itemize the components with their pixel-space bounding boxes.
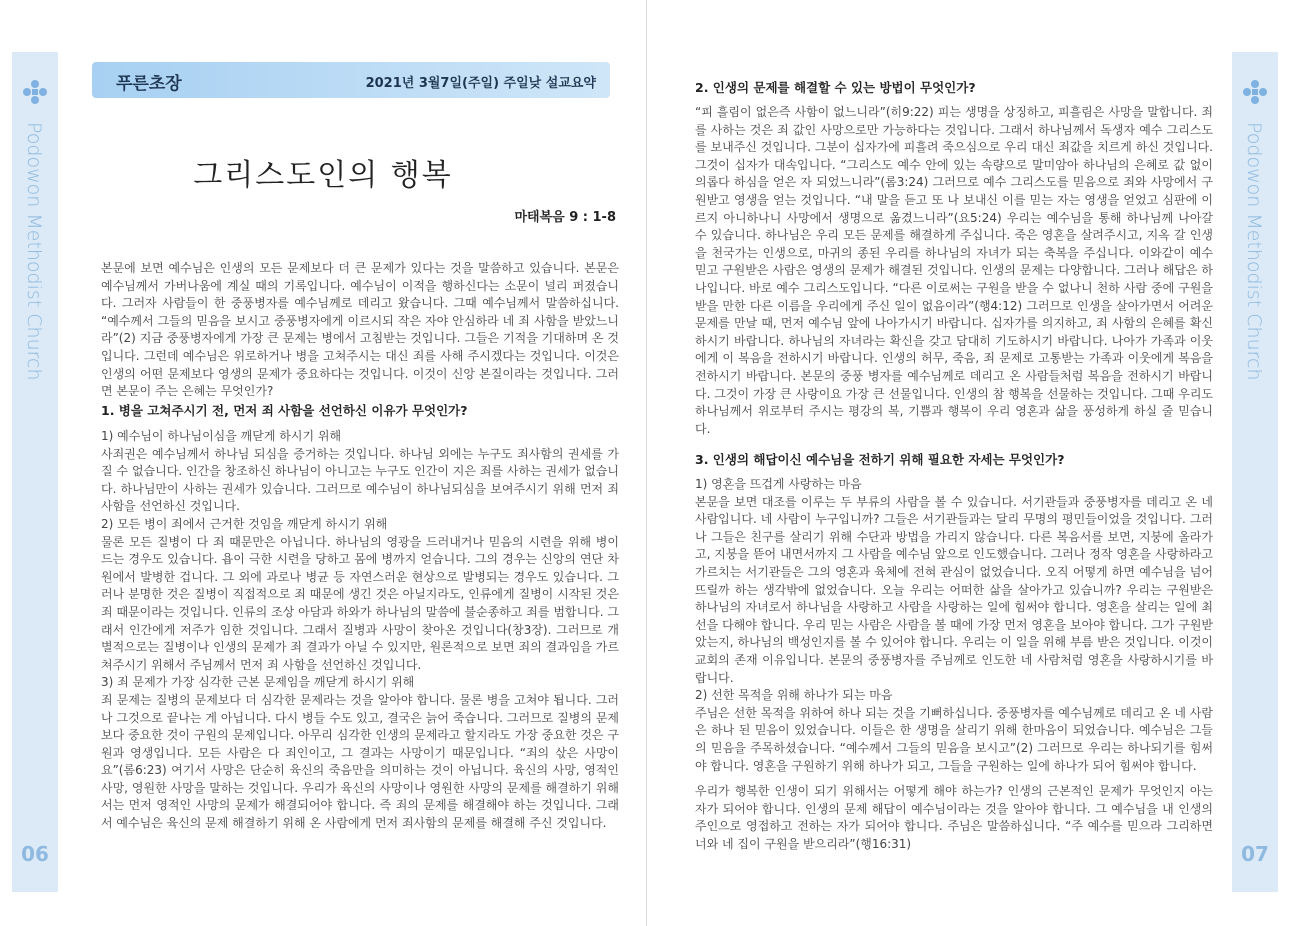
header-band (92, 62, 610, 98)
paragraph: 물론 모든 질병이 다 죄 때문만은 아닙니다. 하나님의 영광을 드러내거나 믿음의 시련을 위해 병이 드는 경우도 있습니다. 욥이 극한 시련을 당하고 몸에 병까지 얻습니다. 그의 경우는 신앙의 연단 차원에서 발병한 겁니다. 그 외에 과로나 병균 등 자연스러운 현상으로 발병되는 경우도 있습니다. 그러나 분명한 것은 질병이 직접적으로 죄 때문에 생긴 것은 아닐지라도, 인류에게 질병이 시작된 것은 죄 때문이라는 것입니다. 인류의 조상 아담과 하와가 하나님의 말씀에 불순종하고 죄를 범합니다. 그래서 인간에게 저주가 임한 것입니다. 그래서 질병과 사망이 찾아온 것입니다(창3장). 그러므로 개별적으로는 질병이나 인생의 문제가 죄 결과가 아닐 수 있지만, 원론적으로 보면 죄의 결과임을 가르쳐주시기 위해서 주님께서 먼저 죄 사함을 선언하신 것입니다. (101, 534, 619, 672)
section-heading-1: 1. 병을 고쳐주시기 전, 먼저 죄 사함을 선언하신 이유가 무엇인가? (101, 403, 468, 418)
church-name-vertical: Podowon Methodist Church (1243, 122, 1265, 381)
subheading: 2) 모든 병이 죄에서 근거한 것임을 깨닫게 하시기 위해 (101, 516, 388, 531)
paragraph: 죄 문제는 질병의 문제보다 더 심각한 문제라는 것을 알아야 합니다. 물론 병을 고쳐야 됩니다. 그러나 그것으로 끝나는 게 아닙니다. 다시 병들 수도 있고, 결국은 늙어 죽습니다. 그러므로 질병의 문제보다 중요한 것이 구원의 문제입니다. 아무리 심각한 인생의 문제라고 할지라도 가장 중요한 것은 구원과 영생입니다. 모든 사람은 다 죄인이고, 그 결과는 사망이기 때문입니다. “죄의 삯은 사망이요”(롬6:23) 여기서 사망은 단순히 육신의 죽음만을 의미하는 것이 아닙니다. 육신의 사망, 영적인 사망, 영원한 사망을 말하는 것입니다. 우리가 육신의 사망이나 영원한 사망의 문제를 해결하기 위해서는 먼저 영적인 사망의 문제가 해결되어야 합니다. 즉 죄의 문제를 해결해야 하는 것입니다. 그래서 예수님은 육신의 문제 해결하기 위해 온 사람에게 먼저 죄사함의 문제를 해결해 주신 것입니다. (101, 692, 619, 831)
right-page (647, 0, 1292, 926)
subheading: 1) 영혼을 뜨겁게 사랑하는 마음 (695, 477, 862, 491)
right-sidebar (1232, 52, 1278, 892)
sermon-date: 2021년 3월7일(주일) 주일낮 설교요약 (365, 76, 596, 91)
paragraph: 사죄권은 예수님께서 하나님 되심을 증거하는 것입니다. 하나님 외에는 누구도 죄사함의 권세를 가질 수 없습니다. 인간을 창조하신 하나님이 아니고는 누구도 인간이 지은 죄를 사하는 권세가 없습니다. 하나님만이 사하는 권세가 있습니다. 그러므로 예수님이 하나님되심을 보여주시기 위해 먼저 죄사함을 선언하신 것입니다. (101, 446, 619, 514)
section-1-body (101, 428, 619, 833)
grape-cross-icon (1241, 78, 1269, 106)
section-3-body (695, 476, 1213, 853)
grape-cross-icon (21, 78, 49, 106)
conclusion-paragraph: 우리가 행복한 인생이 되기 위해서는 어떻게 해야 하는가? 인생의 근본적인 문제가 무엇인지 아는 자가 되어야 합니다. 인생의 문제 해답이 예수님이라는 것을 알아야 합니다. 그 예수님을 내 인생의 주인으로 영접하고 전하는 자가 되어야 합니다. 주님은 말씀하십니다. “주 예수를 믿으라 그리하면 너와 네 집이 구원을 받으리라”(행16:31) (695, 784, 1213, 851)
column-label: 푸른초장 (116, 74, 182, 94)
section-2-body (695, 104, 1213, 438)
subheading: 2) 선한 목적을 위해 하나가 되는 마음 (695, 688, 893, 703)
scripture-reference: 마태복음 9 : 1-8 (514, 210, 616, 225)
subheading: 3) 죄 문제가 가장 심각한 근본 문제임을 깨닫게 하시기 위해 (101, 675, 415, 690)
paragraph: 주님은 선한 목적을 위하여 하나 되는 것을 기뻐하십니다. 중풍병자를 예수님께로 데리고 온 네 사람은 하나 된 믿음이 있었습니다. 이들은 한 생명을 살리기 위해 한마음이 되었습니다. 예수님은 그들의 믿음을 주목하셨습니다. “예수께서 그들의 믿음을 보시고”(2) 그러므로 우리는 하나되기를 힘써야 합니다. 영혼을 구원하기 위해 하나가 되고, 그들을 구원하는 일에 하나가 되어 힘써야 합니다. (695, 705, 1213, 773)
sermon-title: 그리스도인의 행복 (193, 158, 453, 193)
section-heading-2: 2. 인생의 문제를 해결할 수 있는 방법이 무엇인가? (695, 80, 976, 95)
page-number: 07 (1241, 842, 1269, 866)
section-heading-3: 3. 인생의 해답이신 예수님을 전하기 위해 필요한 자세는 무엇인가? (695, 452, 1065, 467)
subheading: 1) 예수님이 하나님이심을 깨닫게 하시기 위해 (101, 429, 342, 443)
church-name-vertical: Podowon Methodist Church (23, 122, 45, 381)
intro-paragraph: 본문에 보면 예수님은 인생의 모든 문제보다 더 큰 문제가 있다는 것을 말씀하고 있습니다. 본문은 예수님께서 가버나움에 계실 때의 기록입니다. 예수님이 이적을 행하신다는 소문이 널리 퍼졌습니다. 그러자 사람들이 한 중풍병자를 예수님께로 데리고 왔습니다. 그때 예수님께서 말씀하십니다. “예수께서 그들의 믿음을 보시고 중풍병자에게 이르시되 작은 자야 안심하라 네 죄 사함을 받았느니라”(2) 지금 중풍병자에게 가장 큰 문제는 병에서 고침받는 것입니다. 그들은 기적을 기대하며 온 것입니다. 그런데 예수님은 위로하거나 병을 고쳐주시는 대신 죄를 사해 주시겠다는 것입니다. 이것은 인생의 어떤 문제보다 영생의 문제가 중요하다는 것입니다. 이것이 신앙 본질이라는 것입니다. 그러면 본문이 주는 은혜는 무엇인가? (101, 261, 619, 399)
page-number: 06 (21, 842, 49, 866)
paragraph: “피 흘림이 없은즉 사함이 없느니라”(히9:22) 피는 생명을 상징하고, 피흘림은 사망을 말합니다. 죄를 사하는 것은 죄 값인 사망으로만 가능하다는 것입니다. 그래서 하나님께서 독생자 예수 그리스도를 보내주신 것입니다. 그분이 십자가에 피흘려 죽으심으로 우리 대신 죄값을 치르게 하신 것입니다. 그것이 십자가 대속입니다. “그리스도 예수 안에 있는 속량으로 말미암아 하나님의 은혜로 값 없이 의롭다 하심을 얻은 자 되었느니라”(롬3:24) 그러므로 예수 그리스도를 믿음으로 죄와 사망에서 구원받고 영생을 얻는 것입니다. “내 말을 듣고 또 나 보내신 이를 믿는 자는 영생을 얻었고 심판에 이르지 아니하나니 사망에서 생명으로 옮겼느니라”(요5:24) 우리는 예수님을 통해 하나님께 나아갈 수 있습니다. 하나님은 우리 모든 문제를 해결하게 주십니다. 죽은 영혼을 살려주시고, 지옥 갈 인생을 천국가는 인생으로, 마귀의 종된 우리를 하나님의 자녀가 되는 축복을 주십니다. 이와같이 예수 믿고 구원받은 사람은 영생의 문제가 해결된 것입니다. 인생의 문제는 다양합니다. 그러나 해답은 하나입니다. 바로 예수 그리스도입니다. “다른 이로써는 구원을 받을 수 없나니 천하 사람 중에 구원을 받을 만한 다른 이름을 우리에게 주신 일이 없음이라”(행4:12) 그러므로 인생을 살아가면서 어려운 문제를 만날 때, 먼저 예수님 앞에 나아가시기 바랍니다. 십자가를 의지하고, 죄 사함의 은혜를 확신하시기 바랍니다. 하나님의 자녀라는 확신을 갖고 담대히 기도하시기 바랍니다. 나아가 가족과 이웃에게 이 복음을 전하시기 바랍니다. 인생의 허무, 죽음, 죄 문제로 고통받는 가족과 이웃에게 복음을 전하시기 바랍니다. 본문의 중풍 병자를 예수님께로 데리고 온 사람들처럼 복음을 전하시기 바랍니다. 그것이 가장 큰 사랑이요 가장 큰 선물입니다. 인생의 참 행복을 선물하는 것입니다. 그때 우리도 하나님께서 위로부터 주시는 평강의 복, 기쁨과 행복이 우리 영혼과 삶을 풍성하게 하실 줄 믿습니다. (695, 105, 1213, 436)
paragraph: 본문을 보면 대조를 이루는 두 부류의 사람을 볼 수 있습니다. 서기관들과 중풍병자를 데리고 온 네 사람입니다. 네 사람이 누구입니까? 그들은 서기관들과는 달리 무명의 평민들이었을 것입니다. 그러나 그들은 친구를 살리기 위해 수단과 방법을 가리지 않습니다. 다른 복음서를 보면, 지붕에 올라가고, 지붕을 뜯어 내면서까지 그 사람을 예수님 앞으로 인도했습니다. 그러나 정작 영혼을 사랑하라고 가르치는 서기관들은 그의 영혼과 육체에 전혀 관심이 없었습니다. 오직 어떻게 하면 예수님을 넘어뜨릴까 하는 생각밖에 없었습니다. 오늘 우리는 어떠한 삶을 살아가고 있습니까? 우리는 구원받은 하나님의 자녀로서 하나님을 사랑하고 사람을 사랑하는 일에 힘써야 합니다. 영혼을 살리는 일에 최선을 다해야 합니다. 우리 믿는 사람은 사람을 볼 때에 가장 먼저 영혼을 보아야 합니다. 그가 구원받았는지, 하나님의 백성인지를 볼 수 있어야 합니다. 우리는 이 일을 위해 부름 받은 것입니다. 이것이 교회의 존재 이유입니다. 본문의 중풍병자를 주님께로 인도한 네 사람처럼 영혼을 사랑하시기를 바랍니다. (695, 494, 1213, 685)
